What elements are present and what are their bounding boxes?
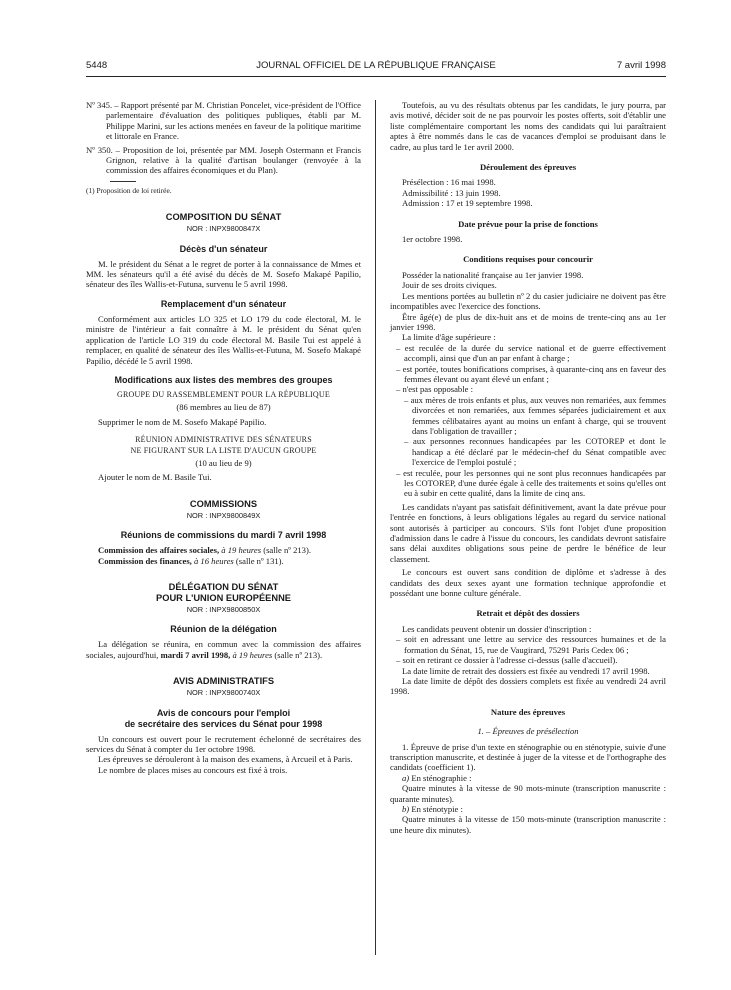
schedule-line: Admissibilité : 13 juin 1998. [402,187,501,198]
group-name: NE FIGURANT SUR LA LISTE D'AUCUN GROUPE [130,445,317,455]
column-divider [375,100,376,955]
page-number: 5448 [86,60,108,71]
paragraph: 1er octobre 1998. [402,234,463,245]
subsection-title: de secrétaire des services du Sénat pour 1998 [124,718,323,729]
subsection-title: Réunion de la délégation [170,624,277,635]
footnote-rule [110,181,136,182]
commission-name: Commission des affaires sociales, [98,545,220,556]
nor-reference: NOR : INPX9800849X [186,510,261,520]
list-item: Nº 350. – Proposition de loi, présentée par MM. Joseph Ostermann et Francis Grignon, relative à la qualité d'artisan boulanger (renvoyée à la commission des affaires économiques et du Plan). [86,144,361,176]
paragraph: Jouir de ses droits civiques. [402,280,497,291]
paragraph: La limite d'âge supérieure : [402,332,496,343]
paragraph: 1. Épreuve de prise d'un texte en sténographie ou en sténotypie, suivie d'une transcription manuscrite, et destinée à juger de la vitesse et de l'orthographe des candidats (coefficient 1). [390,741,666,773]
commission-name: Commission des finances, [98,555,192,566]
group-name: GROUPE DU RASSEMBLEMENT POUR LA RÉPUBLIQUE [117,389,330,399]
nor-reference: NOR : INPX9800740X [186,688,261,698]
section-title: AVIS ADMINISTRATIFS [172,676,275,687]
journal-title: JOURNAL OFFICIEL DE LA RÉPUBLIQUE FRANÇAISE [256,60,496,71]
subsection-title: Remplacement d'un sénateur [160,298,287,309]
meeting-room: (salle nº 213). [274,649,323,660]
paragraph: Un concours est ouvert pour le recrutement échelonné de secrétaires des services du Sénat à compter du 1er octobre 1998. [86,733,361,754]
text-run: La délégation se réunira, en commun avec la commission des affaires sociales, aujourd'hui, [86,639,361,660]
subsection-title: Décès d'un sénateur [179,243,268,254]
paragraph: Le nombre de places mises au concours est fixé à trois. [98,764,288,775]
group-count: (86 membres au lieu de 87) [176,402,271,413]
paragraph: Ajouter le nom de M. Basile Tui. [98,472,212,483]
section-title: DÉLÉGATION DU SÉNAT [168,581,279,592]
subsection-title: Réunions de commissions du mardi 7 avril 1998 [120,530,327,541]
list-item: – est portée, toutes bonifications comprises, à quarante-cinq ans en faveur des femmes élevant ou ayant élevé un enfant ; [396,363,666,384]
footnote: (1) Proposition de loi retirée. [86,185,172,195]
paragraph: M. le président du Sénat a le regret de porter à la connaissance de Mmes et MM. les sénateurs qu'il a été avisé du décès de M. Sosefo Makapé Papilio, sénateur des îles Wallis-et-Futuna, survenu le 5 avril 1998. [86,258,361,290]
subsection-title: Date prévue pour la prise de fonctions [458,218,598,229]
paragraph: Les mentions portées au bulletin nº 2 du casier judiciaire ne doivent pas être incompatibles avec l'exercice des fonctions. [390,290,666,312]
list-item: – aux personnes reconnues handicapées par les COTOREP et dont le handicap a été déclaré par le médecin-chef du Sénat compatible avec l'exercice de l'emploi postulé ; [404,436,666,468]
page-header [86,60,666,77]
section-title: COMMISSIONS [189,498,258,509]
subtitle-text: 1. – Épreuves de présélection [477,726,579,737]
paragraph: Être âgé(e) de plus de dix-huit ans et de moins de trente-cinq ans au 1er janvier 1998. [390,311,666,332]
nor-reference: NOR : INPX9800850X [186,604,261,614]
subsection-title: Modifications aux listes des membres des groupes [114,374,333,385]
paragraph: Le concours est ouvert sans condition de diplôme et s'adresse à des candidats des deux sexes ayant une formation technique approfondie et possédant une bonne culture générale. [390,567,666,599]
paragraph: Posséder la nationalité française au 1er janvier 1998. [402,269,584,280]
list-item: Nº 345. – Rapport présenté par M. Christian Poncelet, vice-président de l'Office parlementaire d'évaluation des politiques publiques, établi par M. Philippe Marini, sur les actions menées en faveur de la politique maritime et littorale en France. [86,100,361,142]
section-title: POUR L'UNION EUROPÉENNE [156,592,291,603]
meeting-room: (salle nº 131). [235,555,284,566]
paragraph: Quatre minutes à la vitesse de 150 mots-minute (transcription manuscrite : une heure dix minutes). [390,814,666,835]
subsection-title: Conditions requises pour concourir [463,254,593,265]
subsection-title: Retrait et dépôt des dossiers [476,608,580,619]
commission-line [86,545,361,555]
paragraph: Conformément aux articles LO 325 et LO 179 du code électoral, M. le ministre de l'intérieur a fait connaître à M. le président du Sénat qu'en application de l'article LO 319 du code électoral M. Basile Tui est appelé à remplacer, en qualité de sénateur des îles Wallis-et-Futuna, M. Sosefo Makapé Papilio, décédé le 5 avril 1998. [86,313,361,366]
section-title: COMPOSITION DU SÉNAT [165,212,282,223]
paragraph: La date limite de retrait des dossiers est fixée au vendredi 17 avril 1998. [402,665,650,676]
subsection-title: Déroulement des épreuves [479,162,577,173]
meeting-time: à 19 heures [221,545,262,556]
meeting-time: à 16 heures [193,555,234,566]
meeting-date: mardi 7 avril 1998, [160,649,231,660]
paragraph: Quatre minutes à la vitesse de 90 mots-minute (transcription manuscrite : quarante minutes). [390,783,666,804]
subsection-title: Nature des épreuves [490,706,566,717]
right-column [390,100,666,835]
list-item: – soit en adressant une lettre au service des ressources humaines et de la formation du Sénat, 15, rue de Vaugirard, 75291 Paris Cedex 06 ; [396,634,666,655]
item-label: a) [402,772,410,783]
item-text: En sténographie : [411,772,472,783]
subsection-subtitle [390,726,666,736]
list-item: – est reculée, pour les personnes qui ne sont plus reconnues handicapées par les COTOREP, d'une durée égale à celle des traitements et soins qu'elles ont eu à subir en cette qualité, dans la limite de cinq ans. [396,467,666,499]
schedule-line: Admission : 17 et 19 septembre 1998. [402,198,533,209]
header-date: 7 avril 1998 [616,60,666,71]
paragraph: Toutefois, au vu des résultats obtenus par les candidats, le jury pourra, par avis motivé, décider soit de ne pas pourvoir les postes offerts, soit d'établir une liste complémentaire comportant les noms des candidats qui lui paraîtraient aptes à être nommés dans le cas de vacances d'emploi se produisant dans le cadre, au plus tard le 1er avril 2000. [390,100,666,152]
meeting-time: à 19 heures [232,649,273,660]
commission-line [86,556,361,566]
nor-reference: NOR : INPX9800847X [186,224,261,234]
list-item: – soit en retirant ce dossier à l'adresse ci-dessus (salle d'accueil). [396,655,618,666]
paragraph: Les candidats peuvent obtenir un dossier d'inscription : [402,623,592,634]
list-item: – n'est pas opposable : [396,384,473,395]
paragraph [86,639,361,660]
list-item: – aux mères de trois enfants et plus, aux veuves non remariées, aux femmes divorcées et non remariées, aux femmes séparées judiciairement et aux femmes célibataires ayant au moins un enfant à charge, qui se trouvent dans l'obligation de travailler ; [404,394,666,436]
paragraph: Les épreuves se dérouleront à la maison des examens, à Arcueil et à Paris. [98,754,353,765]
schedule-line: Présélection : 16 mai 1998. [402,177,496,188]
paragraph: La date limite de dépôt des dossiers complets est fixée au vendredi 24 avril 1998. [390,675,666,697]
group-name: RÉUNION ADMINISTRATIVE DES SÉNATEURS [135,435,312,445]
left-column [86,100,361,775]
meeting-room: (salle nº 213). [263,545,311,556]
list-item: – est reculée de la durée du service national et de guerre effectivement accompli, ainsi que d'un an par enfant à charge ; [396,342,666,364]
paragraph: Supprimer le nom de M. Sosefo Makapé Papilio. [98,416,267,427]
item-text: En sténotypie : [411,803,463,814]
group-count: (10 au lieu de 9) [195,457,252,468]
paragraph [390,804,666,814]
subsection-title: Avis de concours pour l'emploi [156,707,291,718]
paragraph [390,773,666,783]
paragraph: Les candidats n'ayant pas satisfait définitivement, avant la date prévue pour l'entrée en fonctions, à leurs obligations légales au regard du service national sont autorisés à participer au concours. S'ils font l'objet d'une proposition d'admission dans le cadre à l'issue du concours, les candidats devront satisfaire sans délai auxdites obligations sous peine de perdre le bénéfice de leur classement. [390,501,666,564]
item-label: b) [402,803,410,814]
